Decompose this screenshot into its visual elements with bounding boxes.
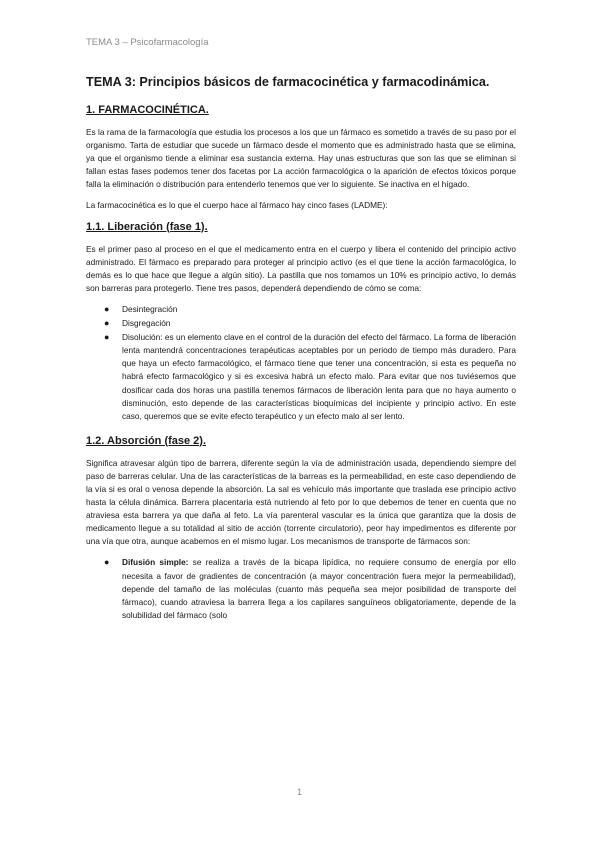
page-number: 1 — [296, 787, 302, 797]
bullet-icon: ● — [104, 557, 110, 568]
list-item-text: Desintegración — [122, 303, 178, 314]
list-item — [86, 331, 516, 423]
bullet-icon: ● — [104, 303, 110, 314]
section-heading-farmacocinetica: 1. FARMACOCINÉTICA. — [86, 104, 209, 116]
list-item-text: Disgregación — [122, 318, 171, 329]
list-item — [86, 303, 516, 316]
subsection-heading-absorcion: 1.2. Absorción (fase 2). — [86, 434, 207, 447]
paragraph: Es el primer paso al proceso en el que el medicamento entra en el cuerpo y libera el contenido del principio activo administrado. El fármaco es preparado para proteger al principio activo (es el que tiene la acción farmacológica, lo demás es lo que hace que llegue a algún sitio). La pastilla que nos tomamos un 10% es principio activo, lo demás son barreras para protegerlo. Tiene tres pasos, dependerá dependiendo de cómo se coma: — [86, 243, 516, 293]
list-item — [86, 556, 516, 621]
paragraph: Es la rama de la farmacología que estudia los procesos a los que un fármaco es sometido a través de su paso por el organismo. Tarta de estudiar que sucede un fármaco desde el momento que es administrado hasta que se elimina, ya que el organismo tiende a eliminar esa sustancia externa. Hay unas estructuras que son las que se eliminan si fallan estas fases podemos tener dos facetas por La acción farmacológica o la aparición de efectos tóxicos porque falla la eliminación o distribución para entenderlo tenemos que ver lo siguiente. Se inactiva en el hígado. — [86, 127, 516, 190]
document-body — [86, 74, 516, 633]
list-item — [86, 317, 516, 330]
bullet-icon: ● — [104, 318, 110, 329]
bullet-list — [86, 556, 516, 621]
document-title: TEMA 3: Principios básicos de farmacocinética y farmacodinámica. — [86, 75, 490, 89]
list-item-text: Disolución: es un elemento clave en el control de la duración del efecto del fármaco. La forma de liberación lenta mantendrá concentraciones terapéuticas aceptables por un periodo de tiempo más duradero. Para que haya un efecto farmacológico, el fármaco tiene que tener una concentración, si esta es pequeña no habrá efecto farmacológico y si es excesiva habrá un efecto malo. Para evitar que nos tuviésemos que dosificar cada dos horas una pastilla tenemos fármacos de liberación lenta para que no haya aumento o disminución, esto depende de las características bioquímicas del incipiente y principio activo. En este caso, queremos que se evite efecto terapéutico y un efecto malo al ser lento. — [122, 332, 516, 421]
bullet-list — [86, 303, 516, 423]
paragraph: La farmacocinética es lo que el cuerpo hace al fármaco hay cinco fases (LADME): — [86, 200, 388, 211]
paragraph: Significa atravesar algún tipo de barrera, diferente según la vía de administración usada, dependiendo siempre del paso de barreras celular. Una de las características de la barreas es la permeabilidad, en este caso dependiendo de la vía si es oral o venosa depende la absorción. La sal es vehículo más importante que traslada ese principio activo hasta la célula dinámica. Barrera placentaria está nutriendo al feto por lo que debemos de tener en cuenta que no atraviesa esta barrera ya que daña al feto. La vía parenteral vascular es la única que garantiza que la dosis de medicamento llegue a su totalidad al sitio de acción (torrente circulatorio), peor hay impedimentos es diferente por una vía que otra, aunque acabemos en el mismo lugar. Los mecanismos de transporte de fármacos son: — [86, 457, 516, 547]
bullet-icon: ● — [104, 332, 110, 343]
list-item-term: Difusión simple: — [122, 557, 189, 568]
subsection-heading-liberacion: 1.1. Liberación (fase 1). — [86, 220, 208, 233]
running-header: TEMA 3 – Psicofarmacología — [86, 37, 209, 48]
list-item-text: se realiza a través de la bicapa lipídica, no requiere consumo de energía por ello necesita a favor de gradientes de concentración (a mayor concentración fuera mejor la permeabilidad), depende del tamaño de las moléculas (cuanto más pequeña sea mejor posibilidad de transporte del fármaco), cuando atraviesa la barrera llega a los capilares sanguíneos obligatoriamente, depende de la solubilidad del fármaco (solo — [122, 557, 516, 620]
